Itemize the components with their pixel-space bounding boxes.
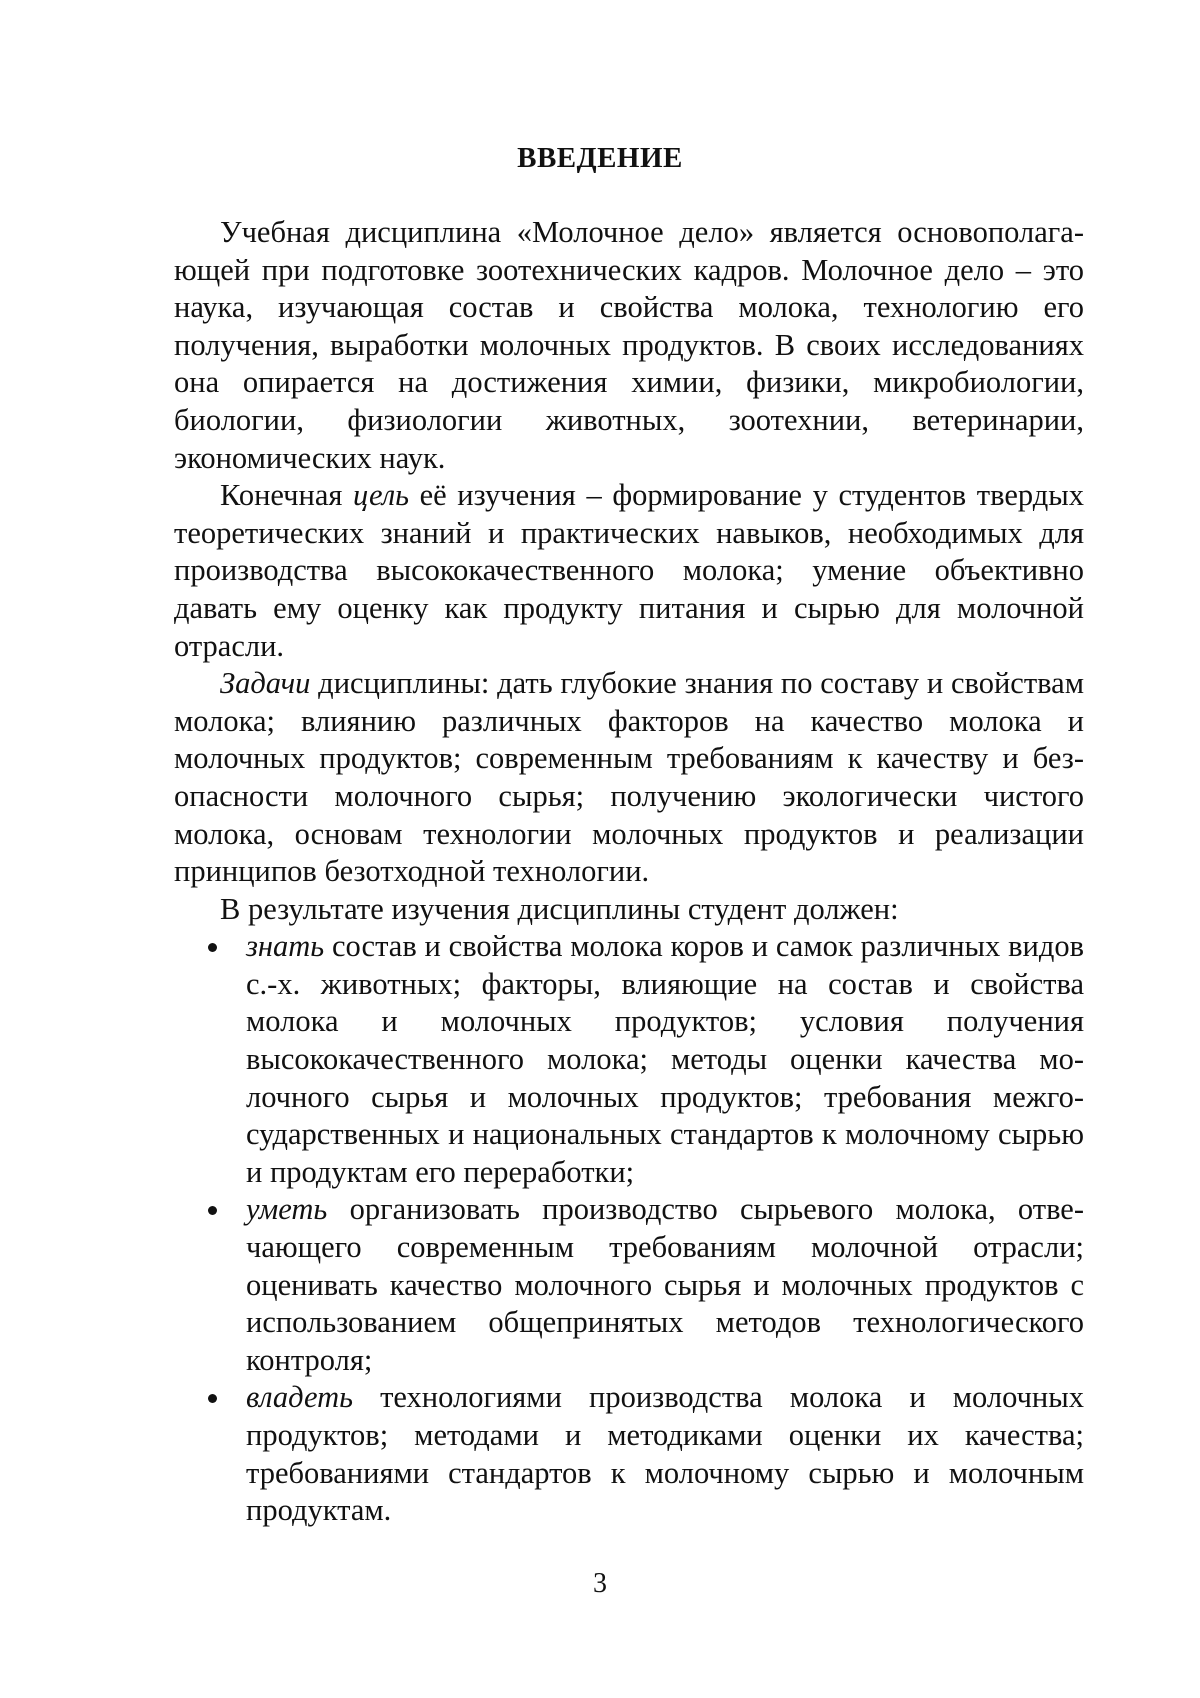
goal-emphasis: цель	[353, 478, 409, 513]
paragraph-goal-text: её изучения – формирование у студентов твердых теоретических знаний и практических навыков, необходимых для производства высококачественного молока; умение объективно давать ему оценку как продукту питания и сырью для молочной отрасли.	[174, 478, 1084, 663]
list-item-know-text: состав и свойства молока коров и самок различных видов с.-х. животных; факторы, влияющие на состав и свойства молока и молочных продуктов; условия получения высококачественного молока; методы оценки качества молочного сырья и молочных продуктов; требования межгосударственных и национальных стандартов к молочному сырью и продуктам его переработки;	[246, 929, 1084, 1189]
section-title: ВВЕДЕНИЕ	[517, 142, 683, 174]
outcomes-list	[174, 928, 1084, 1530]
list-item-able	[174, 1191, 1084, 1379]
know-emphasis: знать	[246, 929, 325, 964]
body-text	[174, 214, 1084, 1530]
bullet-icon	[208, 1394, 217, 1403]
paragraph-goal-lead: Конечная	[220, 478, 354, 513]
tasks-emphasis: Задачи	[220, 666, 311, 701]
paragraph-outcomes-intro-text: В результате изучения дисциплины студент должен:	[220, 891, 899, 926]
paragraph-outcomes-intro	[174, 891, 1084, 929]
list-item-able-text: организовать производство сырьевого молока, отвечающего современным требованиям молочной отрасли; оценивать качество молочного сырья и молочных продуктов с использованием общепринятых методов технологического контроля;	[246, 1192, 1084, 1377]
page-number: 3	[593, 1568, 607, 1599]
paragraph-tasks	[174, 665, 1084, 891]
paragraph-intro	[174, 214, 1084, 477]
bullet-icon	[208, 943, 217, 952]
paragraph-tasks-text: дисциплины: дать глубокие знания по составу и свойствам молока; влиянию различных факторов на качество молока и молочных продуктов; современным требованиям к качеству и безопасности молочного сырья; получению экологически чистого молока, основам технологии молочных продуктов и реализации принципов безотходной технологии.	[174, 666, 1084, 889]
able-emphasis: уметь	[246, 1192, 328, 1227]
bullet-icon	[208, 1206, 217, 1215]
paragraph-intro-text: Учебная дисциплина «Молочное дело» является основополагающей при подготовке зоотехнических кадров. Молочное дело – это наука, изучающая состав и свойства молока, технологию его получения, выработки молочных продуктов. В своих исследованиях она опирается на достижения химии, физики, микробиологии, биологии, физиологии животных, зоотехнии, ветеринарии, экономических наук.	[174, 215, 1084, 475]
master-emphasis: владеть	[246, 1380, 354, 1415]
list-item-know	[174, 928, 1084, 1191]
list-item-master	[174, 1379, 1084, 1529]
paragraph-goal	[174, 477, 1084, 665]
list-item-master-text: технологиями производства молока и молочных продуктов; методами и методиками оценки их качества; требованиями стандартов к молочному сырью и молочным продуктам.	[246, 1380, 1084, 1528]
